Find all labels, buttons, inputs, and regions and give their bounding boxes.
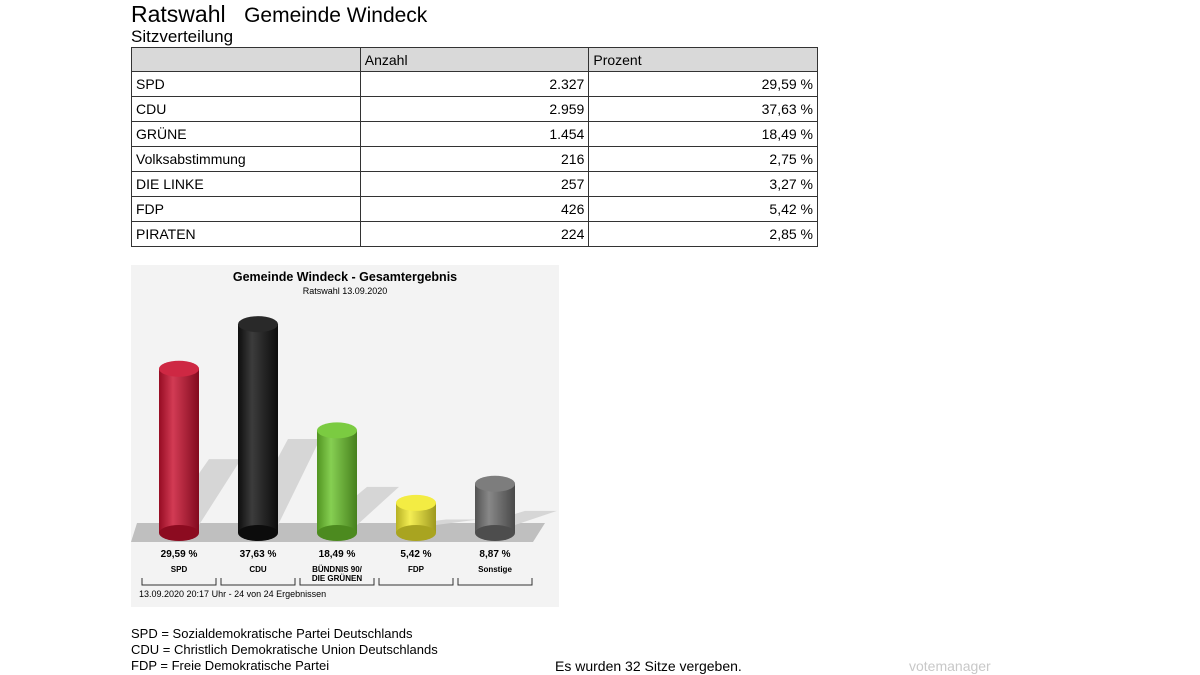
- party-name: SPD: [132, 72, 361, 97]
- bar-base: [317, 525, 357, 541]
- category-bracket: [458, 578, 532, 585]
- table-row: [132, 222, 818, 247]
- vote-count: 2.959: [360, 97, 589, 122]
- vote-percent: 3,27 %: [589, 172, 818, 197]
- table-row: [132, 97, 818, 122]
- vote-count: 2.327: [360, 72, 589, 97]
- party-name: Volksabstimmung: [132, 147, 361, 172]
- vote-count: 216: [360, 147, 589, 172]
- table-row: [132, 147, 818, 172]
- table-row: [132, 122, 818, 147]
- table-row: [132, 197, 818, 222]
- category-bracket: [379, 578, 453, 585]
- column-header-count: Anzahl: [360, 48, 589, 72]
- bar-cap: [317, 422, 357, 438]
- bar-base: [238, 525, 278, 541]
- seats-note: Es wurden 32 Sitze vergeben.: [555, 658, 742, 674]
- abbreviation-spd: SPD = Sozialdemokratische Partei Deutschlands: [131, 626, 413, 641]
- bar-value-label: 5,42 %: [400, 549, 432, 560]
- vote-percent: 2,85 %: [589, 222, 818, 247]
- chart-title: Gemeinde Windeck - Gesamtergebnis: [232, 270, 458, 284]
- bar-value-label: 8,87 %: [479, 549, 511, 560]
- chart-subtitle: Ratswahl 13.09.2020: [302, 286, 388, 296]
- municipality-name: Gemeinde Windeck: [244, 4, 428, 27]
- brand-label: votemanager: [909, 658, 991, 674]
- bar-value-label: 37,63 %: [239, 549, 277, 560]
- result-chart-panel: [131, 265, 559, 607]
- abbreviation-legend: [131, 626, 438, 674]
- category-label: SPD: [170, 565, 188, 574]
- table-header-row: [132, 48, 818, 72]
- table-row: [132, 72, 818, 97]
- column-header-percent: Prozent: [589, 48, 818, 72]
- party-name: FDP: [132, 197, 361, 222]
- bar-value-label: 18,49 %: [318, 549, 356, 560]
- party-name: GRÜNE: [132, 122, 361, 147]
- category-label: BÜNDNIS 90/: [312, 565, 362, 574]
- bar-cap: [396, 495, 436, 511]
- party-name: DIE LINKE: [132, 172, 361, 197]
- page-title: [131, 1, 427, 28]
- bar-base: [159, 525, 199, 541]
- category-bracket: [142, 578, 216, 585]
- bar-cap: [159, 361, 199, 377]
- party-name: CDU: [132, 97, 361, 122]
- bar: [317, 430, 357, 533]
- result-bar-chart: [131, 265, 559, 607]
- vote-percent: 5,42 %: [589, 197, 818, 222]
- bar: [159, 369, 199, 533]
- section-heading: Sitzverteilung: [131, 27, 234, 46]
- vote-percent: 29,59 %: [589, 72, 818, 97]
- table-row: [132, 172, 818, 197]
- bar-base: [475, 525, 515, 541]
- election-title: Ratswahl: [131, 1, 226, 27]
- bar: [238, 324, 278, 533]
- vote-count: 257: [360, 172, 589, 197]
- bar-base: [396, 525, 436, 541]
- vote-percent: 2,75 %: [589, 147, 818, 172]
- bar-value-label: 29,59 %: [160, 549, 198, 560]
- category-bracket: [221, 578, 295, 585]
- vote-count: 224: [360, 222, 589, 247]
- seat-distribution-table: [131, 47, 818, 247]
- abbreviation-cdu: CDU = Christlich Demokratische Union Deutschlands: [131, 642, 438, 657]
- column-header-party: [132, 48, 361, 72]
- category-label: CDU: [249, 565, 267, 574]
- category-label: Sonstige: [478, 565, 512, 574]
- vote-count: 1.454: [360, 122, 589, 147]
- category-label: DIE GRÜNEN: [311, 574, 363, 583]
- category-label: FDP: [408, 565, 424, 574]
- chart-footnote: 13.09.2020 20:17 Uhr - 24 von 24 Ergebnissen: [139, 589, 327, 599]
- bar-cap: [238, 316, 278, 332]
- abbreviation-fdp: FDP = Freie Demokratische Partei: [131, 658, 330, 673]
- vote-count: 426: [360, 197, 589, 222]
- vote-percent: 18,49 %: [589, 122, 818, 147]
- bar-cap: [475, 476, 515, 492]
- vote-percent: 37,63 %: [589, 97, 818, 122]
- party-name: PIRATEN: [132, 222, 361, 247]
